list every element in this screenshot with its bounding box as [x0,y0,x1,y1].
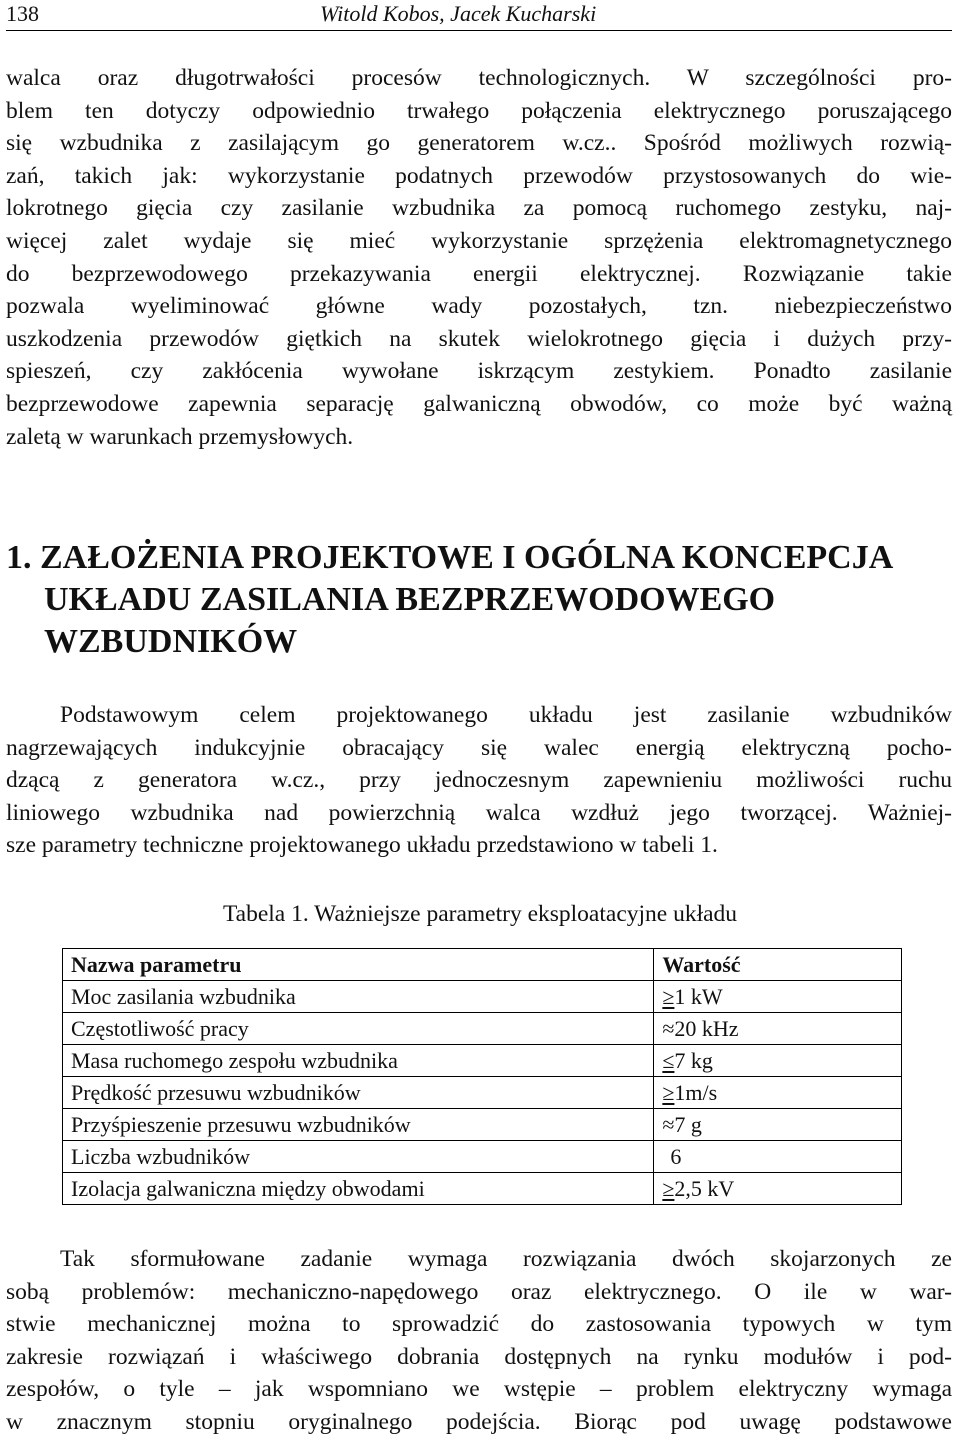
param-name: Moc zasilania wzbudnika [63,981,654,1013]
text-line: bezprzewodowe zapewnia separację galwaniczną obwodów, co może być ważną [6,390,952,417]
table-row [63,1045,902,1077]
text-line: zaletą w warunkach przemysłowych. [6,423,354,450]
text-line: uszkodzenia przewodów giętkich na skutek wielokrotnego gięcia i dużych przy- [6,325,952,352]
param-value: 2,5 kV [674,1175,735,1201]
paragraph-intro [6,62,952,453]
comparison-symbol: ≈ [662,1015,675,1041]
param-value: 7 g [674,1111,702,1137]
param-value-cell [654,981,902,1013]
text-line: Tak sformułowane zadanie wymaga rozwiązania dwóch skojarzonych ze [60,1246,952,1272]
text-line: Podstawowym celem projektowanego układu jest zasilanie wzbudników [60,702,952,728]
heading-line: WZBUDNIKÓW [44,623,298,660]
page-number: 138 [6,1,39,26]
text-line: lokrotnego gięcia czy zasilanie wzbudnika za pomocą ruchomego zestyku, naj- [6,195,952,222]
heading-line: UKŁADU ZASILANIA BEZPRZEWODOWEGO [44,581,776,618]
text-line: nagrzewających indukcyjnie obracający się walec energią elektryczną pocho- [6,734,952,761]
param-name: Częstotliwość pracy [63,1013,654,1045]
column-header-value: Wartość [654,949,902,981]
param-value-cell [654,1109,902,1141]
table-row [63,1013,902,1045]
text-line: więcej zalet wydaje się mieć wykorzystanie sprzężenia elektromagnetycznego [6,227,952,254]
table-header-row [63,949,902,981]
text-line: liniowego wzbudnika nad powierzchnią walca wzdłuż jego tworzącej. Ważniej- [6,799,952,826]
text-line: dzącą z generatora w.cz., przy jednoczesnym zapewnieniu możliwości ruchu [6,767,952,794]
text-line: do bezprzewodowego przekazywania energii elektrycznej. Rozwiązanie takie [6,260,952,287]
param-name: Masa ruchomego zespołu wzbudnika [63,1045,654,1077]
running-header [6,0,952,31]
table-row [63,1077,902,1109]
param-value-cell [654,1013,902,1045]
param-value-cell [654,1141,902,1173]
comparison-symbol: ≤ [662,1047,675,1073]
table-row [63,1141,902,1173]
text-line: blem ten dotyczy odpowiednio trwałego połączenia elektrycznego poruszającego [6,97,952,124]
table-caption: Tabela 1. Ważniejsze parametry eksploatacyjne układu [222,901,738,927]
param-name: Prędkość przesuwu wzbudników [63,1077,654,1109]
comparison-symbol: ≈ [662,1111,675,1137]
paragraph-design-goal [6,699,952,862]
param-value-cell [654,1077,902,1109]
table-row [63,1173,902,1205]
heading-line: 1. ZAŁOŻENIA PROJEKTOWE I OGÓLNA KONCEPCJA [6,539,894,576]
comparison-symbol: ≥ [662,1175,675,1201]
param-value: 1m/s [674,1079,718,1105]
text-line: stwie mechanicznej można to sprowadzić do zastosowania typowych w tym [6,1311,952,1338]
param-name: Przyśpieszenie przesuwu wzbudników [63,1109,654,1141]
text-line: sobą problemów: mechaniczno-napędowego oraz elektrycznego. O ile w war- [6,1278,952,1305]
param-value-cell [654,1045,902,1077]
param-value: 6 [670,1143,682,1169]
param-name: Izolacja galwaniczna między obwodami [63,1173,654,1205]
param-name: Liczba wzbudników [63,1141,654,1173]
paragraph-problem-statement [6,1243,952,1439]
table-row [63,1109,902,1141]
param-value-cell [654,1173,902,1205]
parameters-table [62,948,902,1205]
section-heading [6,537,952,663]
text-line: zań, takich jak: wykorzystanie podatnych przewodów przystosowanych do wie- [6,162,952,189]
param-value: 20 kHz [674,1015,739,1041]
text-line: walca oraz długotrwałości procesów technologicznych. W szczególności pro- [6,65,952,91]
comparison-symbol: ≥ [662,983,675,1009]
text-line: się wzbudnika z zasilającym go generatorem w.cz.. Spośród możliwych rozwią- [6,130,952,157]
column-header-name: Nazwa parametru [63,949,654,981]
text-line: spieszeń, czy zakłócenia wywołane iskrzącym zestykiem. Ponadto zasilanie [6,358,952,385]
text-line: zespołów, o tyle – jak wspomniano we wstępie – problem elektryczny wymaga [6,1376,952,1403]
running-header-authors: Witold Kobos, Jacek Kucharski [320,1,597,26]
text-line: pozwala wyeliminować główne wady pozostałych, tzn. niebezpieczeństwo [6,293,952,320]
param-value: 1 kW [674,983,723,1009]
param-value: 7 kg [674,1047,713,1073]
table-row [63,981,902,1013]
text-line: w znacznym stopniu oryginalnego podejścia. Biorąc pod uwagę podstawowe [6,1408,952,1435]
text-line: zakresie rozwiązań i właściwego dobrania dostępnych na rynku modułów i pod- [6,1343,952,1370]
comparison-symbol: ≥ [662,1079,675,1105]
text-line: sze parametry techniczne projektowanego układu przedstawiono w tabeli 1. [6,832,718,859]
